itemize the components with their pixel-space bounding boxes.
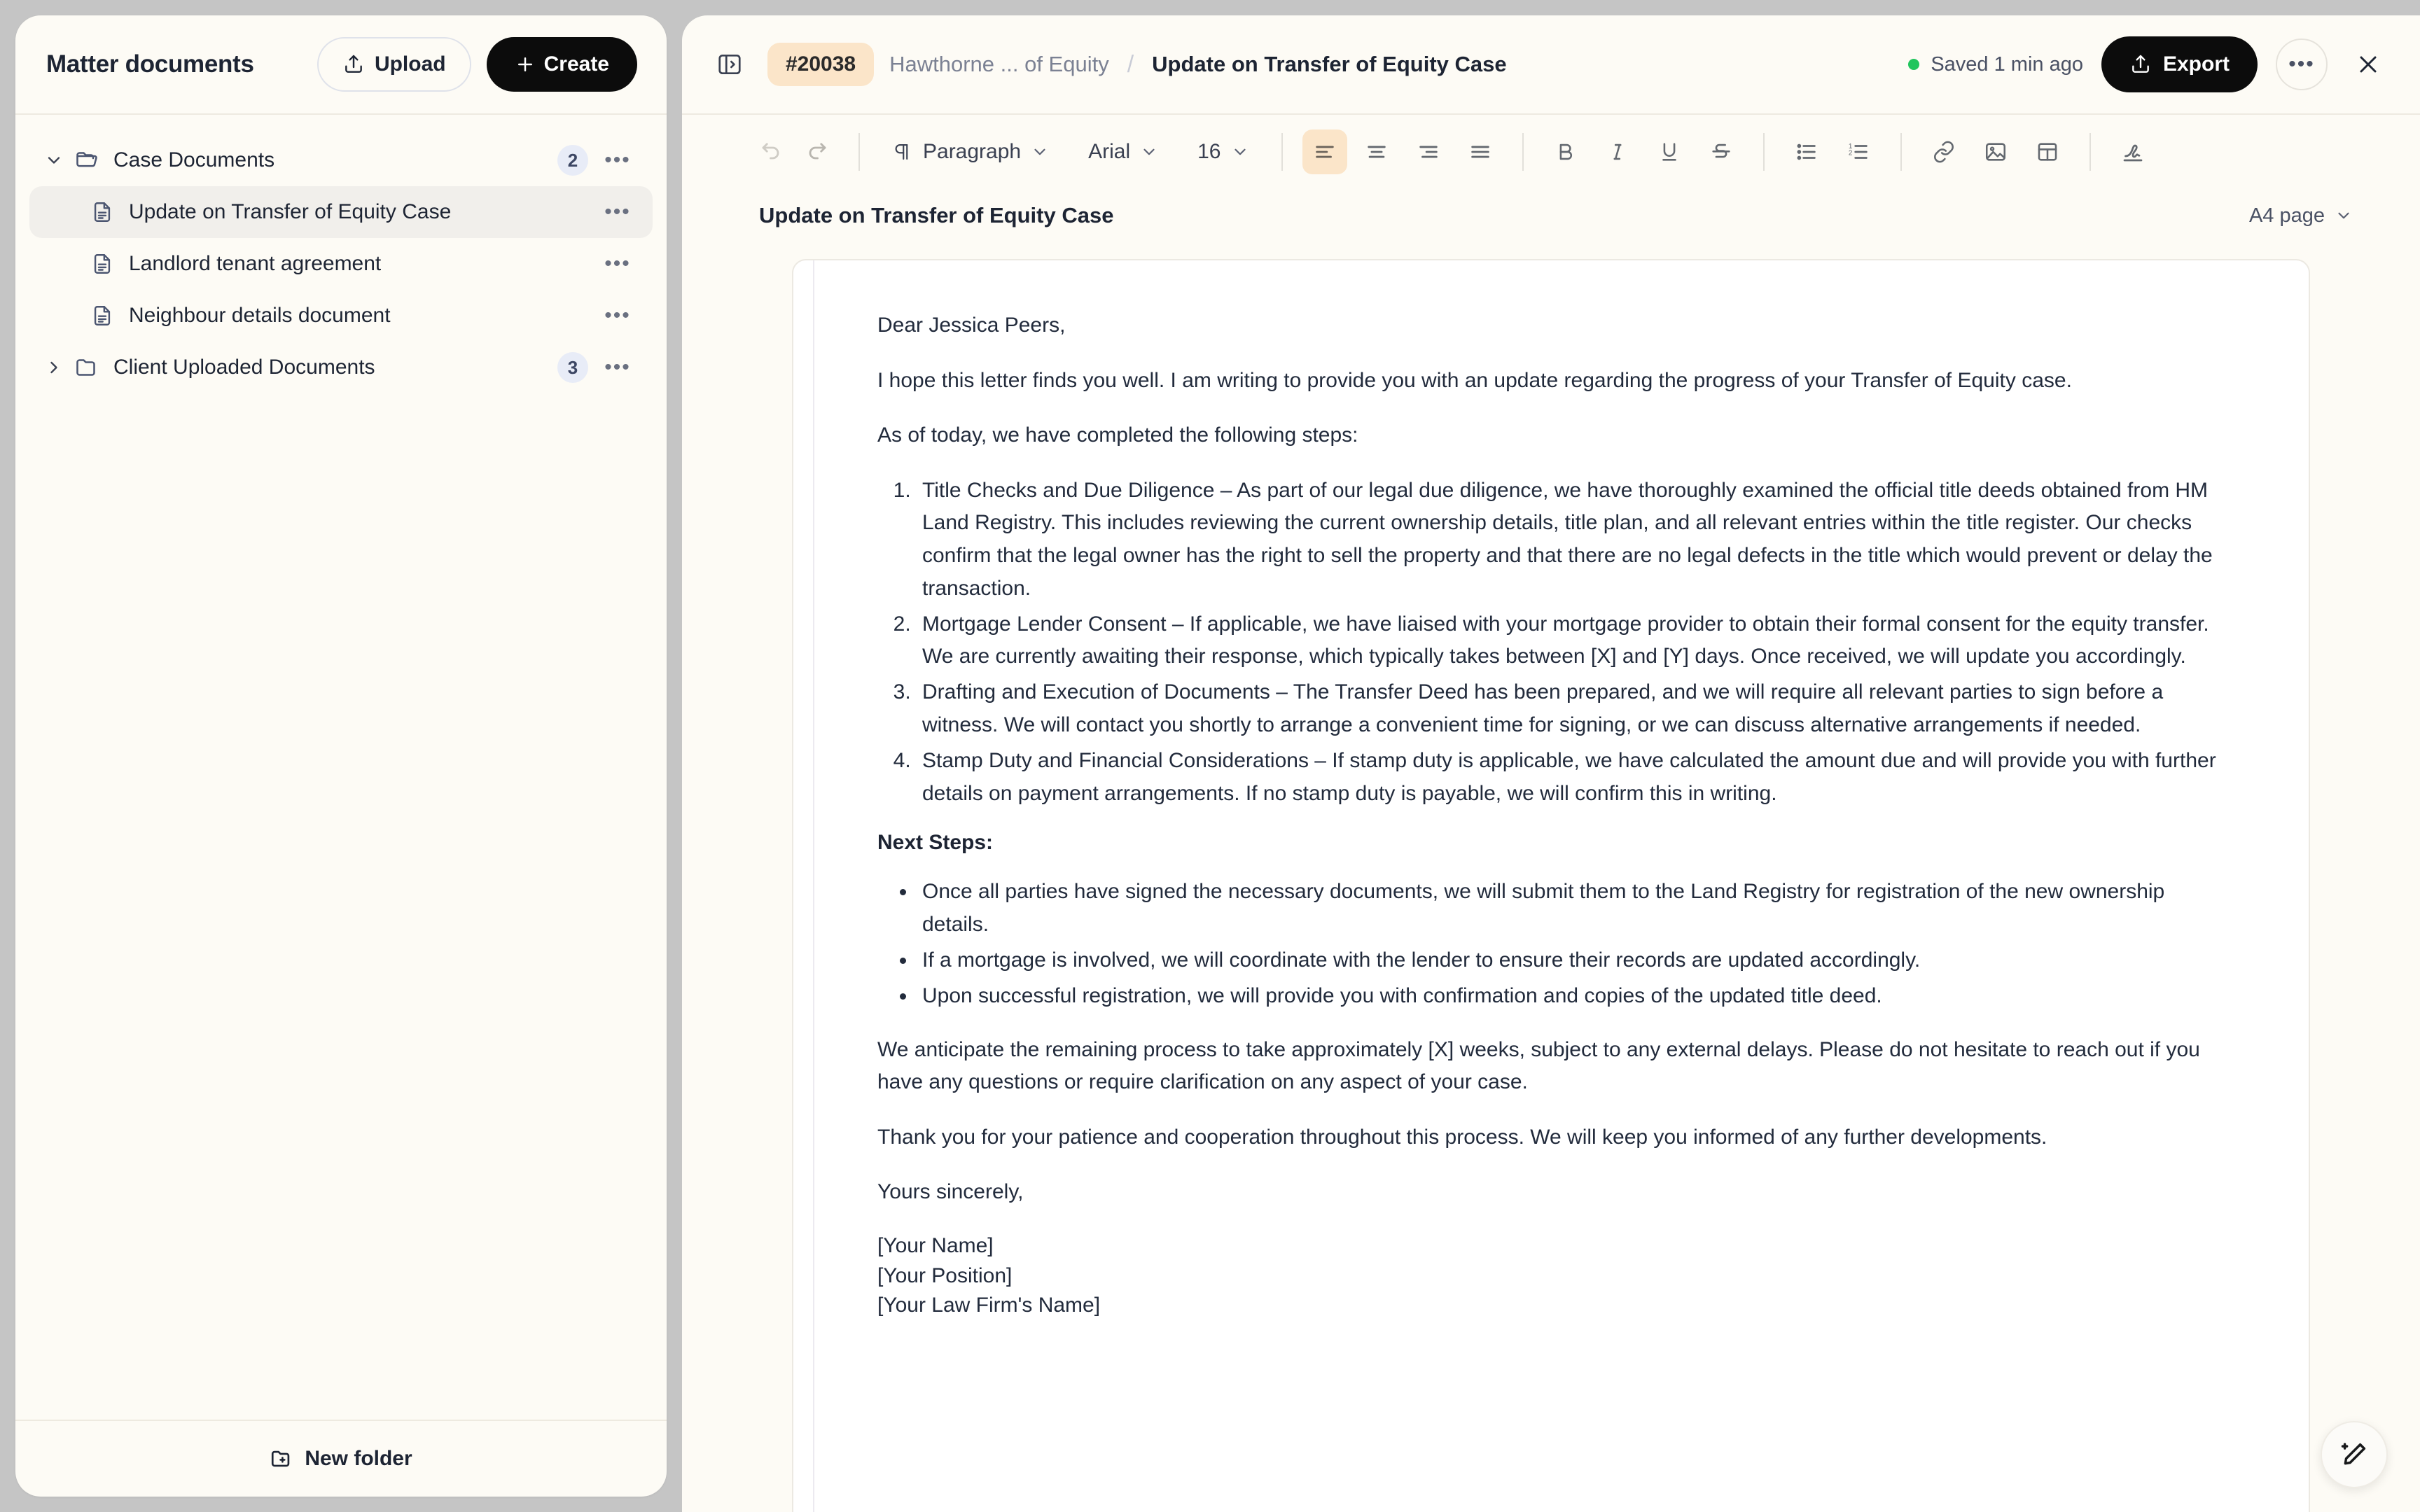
save-status [1908, 53, 2083, 76]
create-label: Create [543, 52, 609, 76]
doc-steps-lead: As of today, we have completed the following steps: [877, 424, 1358, 447]
document-titlebar [682, 189, 2420, 242]
page-margin-guide [813, 260, 814, 1512]
align-left-icon [1313, 140, 1337, 164]
folder-open-icon [73, 146, 101, 174]
tree-folder-case-documents[interactable] [29, 134, 653, 186]
undo-button[interactable] [749, 130, 794, 174]
doc-signature-firm: [Your Law Firm's Name] [877, 1294, 1101, 1317]
svg-text:2: 2 [1848, 149, 1852, 158]
tree-item-label: Landlord tenant agreement [129, 252, 382, 275]
list-item: • If a mortgage is involved, we will coordinate with the lender to ensure their records are updated accordingly. [917, 944, 2225, 977]
insert-table-button[interactable] [2025, 130, 2070, 174]
export-button[interactable] [2101, 36, 2258, 92]
bullet-list-icon [1795, 140, 1819, 164]
document-page[interactable] [792, 259, 2310, 1512]
align-left-button[interactable] [1302, 130, 1347, 174]
upload-button[interactable] [317, 37, 471, 92]
document-title: Update on Transfer of Equity Case [759, 203, 1114, 227]
paragraph-icon [892, 141, 913, 162]
tree-item-label: Update on Transfer of Equity Case [129, 200, 452, 223]
align-center-button[interactable] [1354, 130, 1399, 174]
folder-icon [73, 354, 101, 382]
insert-link-button[interactable] [1921, 130, 1966, 174]
toolbar-divider [1763, 133, 1765, 171]
export-label: Export [2162, 52, 2230, 76]
close-icon [2354, 50, 2382, 78]
bold-button[interactable] [1543, 130, 1588, 174]
italic-icon [1606, 140, 1629, 164]
document-more-button[interactable]: ••• [604, 304, 631, 327]
doc-next-steps-heading: Next Steps: [877, 831, 994, 855]
breadcrumb-current: Update on Transfer of Equity Case [1152, 52, 1507, 76]
chevron-down-icon [1031, 143, 1049, 161]
document-icon [88, 198, 116, 226]
case-number-pill[interactable]: #20038 [767, 43, 874, 86]
numbered-list-button[interactable] [1836, 130, 1881, 174]
toolbar-divider [1281, 133, 1283, 171]
align-justify-button[interactable] [1458, 130, 1503, 174]
chevron-down-icon [1140, 143, 1158, 161]
insert-image-button[interactable] [1973, 130, 2018, 174]
page-size-select[interactable] [2249, 204, 2353, 227]
list-item: 2. Mortgage Lender Consent – If applicable, we have liaised with your mortgage provider to obtain their formal consent for the equity transfer. We are currently awaiting their response, which typically takes between [X] and [Y] days. Once received, we will update you accordingly. [917, 608, 2225, 674]
documents-sidebar [15, 15, 667, 1497]
doc-salutation: Dear Jessica Peers, [877, 314, 1066, 337]
redo-button[interactable] [794, 130, 839, 174]
editor-header [682, 15, 2420, 115]
doc-closing: Yours sincerely, [877, 1180, 1024, 1204]
list-item: 1. Title Checks and Due Diligence – As part of our legal due diligence, we have thoroughly examined the official title deeds obtained from HM Land Registry. This includes reviewing the current ownership details, title plan, and all relevant entries within the title register. Our checks confirm that the legal owner has the right to sell the property and that there are no legal defects in the title which would prevent or delay the transaction. [917, 475, 2225, 606]
new-folder-label: New folder [305, 1447, 412, 1470]
list-item: 4. Stamp Duty and Financial Considerations – If stamp duty is applicable, we have calculated the amount due and will provide you with further details on payment arrangements. If no stamp duty is payable, we will confirm this in writing. [917, 745, 2225, 811]
page-size-value: A4 page [2248, 204, 2325, 227]
toolbar-divider [2089, 133, 2091, 171]
list-item: 3. Drafting and Execution of Documents – The Transfer Deed has been prepared, and we will require all relevant parties to sign before a witness. We will contact you shortly to arrange a convenient time for signing, or we can discuss alternative arrangements if needed. [917, 676, 2225, 742]
document-more-button[interactable]: ••• [604, 200, 631, 223]
export-icon [2129, 53, 2152, 76]
tree-item-label: Client Uploaded Documents [113, 356, 375, 379]
undo-icon [759, 139, 784, 164]
document-more-button[interactable]: ••• [604, 252, 631, 275]
toolbar-divider [858, 133, 860, 171]
signature-icon [2120, 139, 2146, 164]
tree-item-landlord-tenant-agreement[interactable] [29, 238, 653, 290]
align-right-icon [1417, 140, 1440, 164]
formatting-toolbar [682, 115, 2420, 189]
magic-pencil-icon [2338, 1438, 2370, 1471]
document-icon [88, 250, 116, 278]
tree-item-label: Case Documents [113, 148, 275, 172]
sidebar-header [15, 15, 667, 115]
tree-item-label: Neighbour details document [129, 304, 391, 327]
page-title: Matter documents [46, 50, 254, 78]
create-button[interactable] [487, 37, 637, 92]
document-scroll-area[interactable] [682, 242, 2420, 1512]
redo-icon [804, 139, 829, 164]
editor-more-button[interactable]: ••• [2276, 38, 2328, 90]
font-family-value: Arial [1088, 140, 1131, 163]
list-item: • Once all parties have signed the necessary documents, we will submit them to the Land Registry for registration of the new ownership details. [917, 876, 2225, 941]
numbered-list-icon [1847, 140, 1870, 164]
align-justify-icon [1468, 140, 1492, 164]
insert-signature-button[interactable] [2110, 130, 2155, 174]
table-icon [2036, 140, 2059, 164]
chevron-down-icon[interactable] [42, 148, 66, 172]
folder-count-badge: 3 [557, 352, 588, 383]
block-style-value: Paragraph [923, 140, 1022, 163]
font-size-select[interactable] [1185, 130, 1261, 174]
breadcrumb-separator: / [1127, 50, 1134, 78]
link-icon [1932, 140, 1956, 164]
chevron-down-icon [1231, 143, 1249, 161]
image-icon [1984, 140, 2008, 164]
doc-signature-position: [Your Position] [877, 1264, 1013, 1287]
new-folder-button[interactable] [15, 1420, 667, 1497]
font-size-value: 16 [1197, 140, 1221, 163]
breadcrumb-matter[interactable]: Hawthorne ... of Equity [889, 52, 1109, 76]
doc-next-steps-list [877, 876, 2225, 1012]
folder-count-badge: 2 [557, 145, 588, 176]
folder-more-button[interactable]: ••• [604, 148, 631, 172]
toggle-sidebar-button[interactable] [707, 42, 752, 87]
doc-signature-name: [Your Name] [877, 1233, 994, 1257]
align-right-button[interactable] [1406, 130, 1451, 174]
italic-button[interactable] [1595, 130, 1640, 174]
chevron-right-icon[interactable] [42, 356, 66, 379]
save-status-label: Saved 1 min ago [1931, 52, 2083, 76]
bold-icon [1554, 140, 1578, 164]
upload-label: Upload [374, 52, 446, 76]
doc-intro: I hope this letter finds you well. I am writing to provide you with an update regarding the progress of your Transfer of Equity case. [877, 368, 2072, 392]
tree-item-neighbour-details-document[interactable] [29, 290, 653, 342]
strikethrough-icon [1709, 140, 1733, 164]
toolbar-divider [1900, 133, 1902, 171]
font-family-select[interactable] [1076, 130, 1171, 174]
strikethrough-button[interactable] [1699, 130, 1744, 174]
doc-anticipate: We anticipate the remaining process to take approximately [X] weeks, subject to any external delays. Please do not hesitate to reach out if you have any questions or require clarification on any aspect of your case. [877, 1037, 2200, 1094]
editor-header-actions [1908, 36, 2391, 92]
plus-icon [515, 54, 536, 75]
align-center-icon [1365, 140, 1389, 164]
folder-plus-icon [270, 1447, 293, 1471]
panel-toggle-icon [716, 51, 743, 78]
close-button[interactable] [2346, 42, 2391, 87]
ai-edit-button[interactable] [2321, 1421, 2388, 1488]
svg-text:1: 1 [1848, 143, 1852, 151]
doc-thanks: Thank you for your patience and cooperation throughout this process. We will keep you informed of any further developments. [877, 1125, 2047, 1149]
bullet-list-button[interactable] [1784, 130, 1829, 174]
tree-item-update-on-transfer-of-equity-case[interactable] [29, 186, 653, 238]
document-tree [15, 115, 667, 1420]
underline-button[interactable] [1647, 130, 1692, 174]
doc-steps-list [877, 475, 2225, 811]
underline-icon [1657, 140, 1681, 164]
tree-folder-client-uploaded-documents[interactable] [29, 342, 653, 393]
folder-more-button[interactable]: ••• [604, 356, 631, 379]
toolbar-divider [1522, 133, 1524, 171]
chevron-down-icon [2335, 206, 2353, 225]
block-style-select[interactable] [879, 130, 1062, 174]
list-item: • Upon successful registration, we will provide you with confirmation and copies of the updated title deed. [917, 980, 2225, 1013]
upload-icon [342, 53, 365, 76]
saved-indicator-icon [1908, 59, 1919, 70]
document-icon [88, 302, 116, 330]
document-editor [682, 15, 2420, 1512]
